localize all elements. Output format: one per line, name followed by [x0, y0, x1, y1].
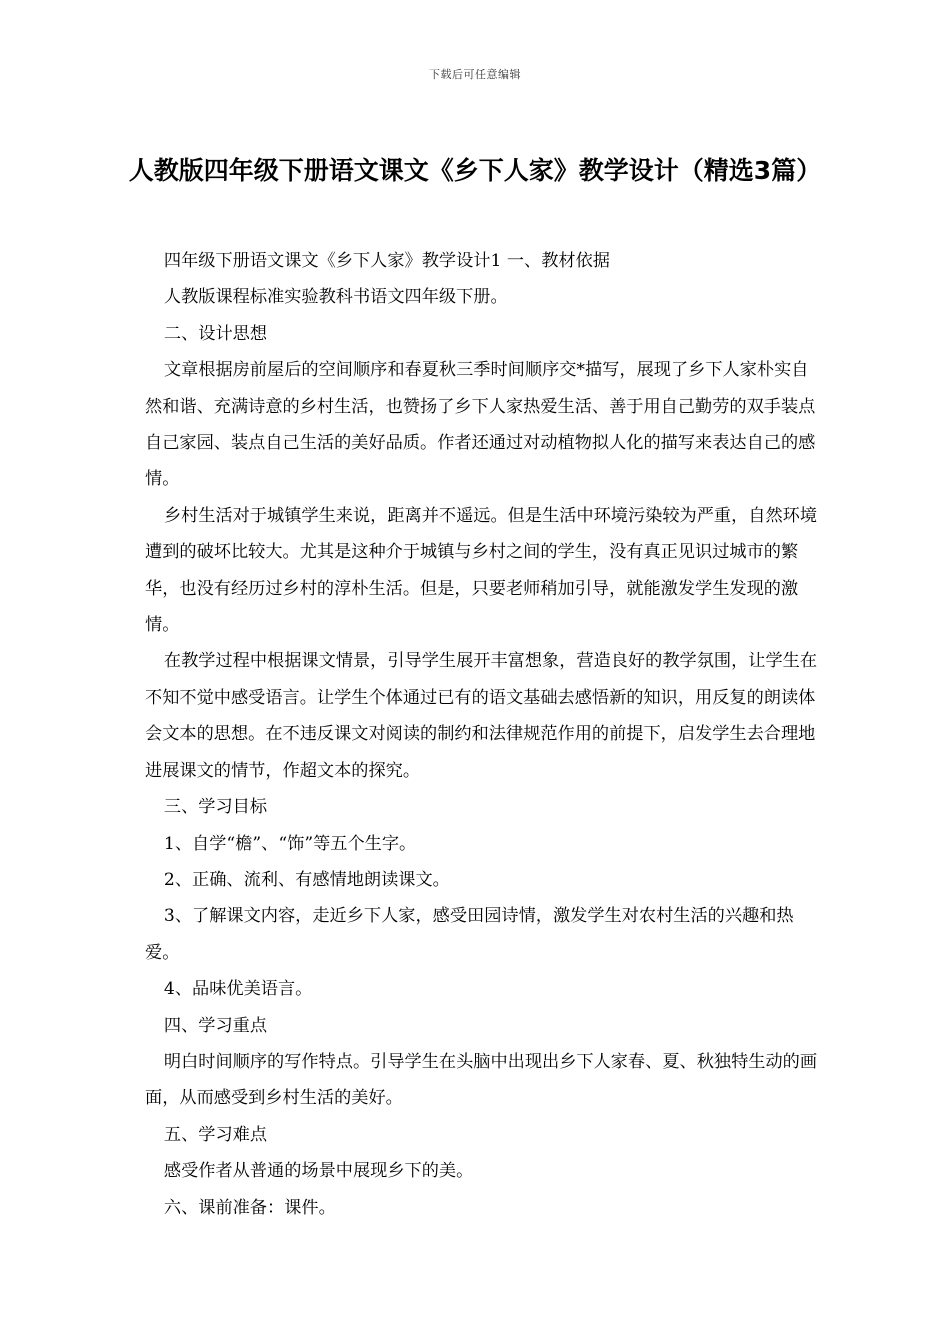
document-title: 人教版四年级下册语文课文《乡下人家》教学设计（精选3篇）: [128, 156, 822, 185]
heading-difficulties: 五、学习难点: [163, 1124, 268, 1145]
heading-key-points: 四、学习重点: [163, 1015, 268, 1036]
goal-item-1: 1、自学“檐”、“饰”等五个生字。: [163, 833, 417, 854]
heading-preparation: 六、课前准备：课件。: [163, 1197, 336, 1218]
paragraph-design-1: 文章根据房前屋后的空间顺序和春夏秋三季时间顺序交*描写，展现了乡下人家朴实自然和谐、充满诗意的乡村生活，也赞扬了乡下人家热爱生活、善于用自己勤劳的双手装点自己家园、装点自己生活的美好品质。作者还通过对动植物拟人化的描写来表达自己的感情。: [145, 360, 816, 490]
header-note: 下载后可任意编辑: [429, 68, 521, 81]
paragraph-difficulties: 感受作者从普通的场景中展现乡下的美。: [163, 1161, 474, 1182]
heading-goals: 三、学习目标: [163, 797, 268, 818]
paragraph-design-2: 乡村生活对于城镇学生来说，距离并不遥远。但是生活中环境污染较为严重，自然环境遭到的破坏比较大。尤其是这种介于城镇与乡村之间的学生，没有真正见识过城市的繁华，也没有经历过乡村的淳朴生活。但是，只要老师稍加引导，就能激发学生发现的激情。: [145, 505, 818, 636]
paragraph-design-3: 在教学过程中根据课文情景，引导学生展开丰富想象，营造良好的教学氛围，让学生在不知不觉中感受语言。让学生个体通过已有的语文基础去感悟新的知识，用反复的朗读体会文本的思想。在不违反课文对阅读的制约和法律规范作用的前提下，启发学生去合理地进展课文的情节，作超文本的探究。: [145, 651, 818, 781]
paragraph-intro: 四年级下册语文课文《乡下人家》教学设计1 一、教材依据: [163, 251, 610, 271]
goal-item-2: 2、正确、流利、有感情地朗读课文。: [163, 869, 450, 890]
goal-item-4: 4、品味优美语言。: [163, 979, 313, 1000]
heading-design-idea: 二、设计思想: [163, 323, 268, 344]
goal-item-3: 3、了解课文内容，走近乡下人家，感受田园诗情，激发学生对农村生活的兴趣和热爱。: [145, 906, 794, 963]
document-body: [145, 243, 820, 1226]
paragraph-textbook: 人教版课程标准实验教科书语文四年级下册。: [163, 287, 508, 308]
paragraph-key-points: 明白时间顺序的写作特点。引导学生在头脑中出现出乡下人家春、夏、秋独特生动的画面，从而感受到乡村生活的美好。: [145, 1051, 818, 1109]
